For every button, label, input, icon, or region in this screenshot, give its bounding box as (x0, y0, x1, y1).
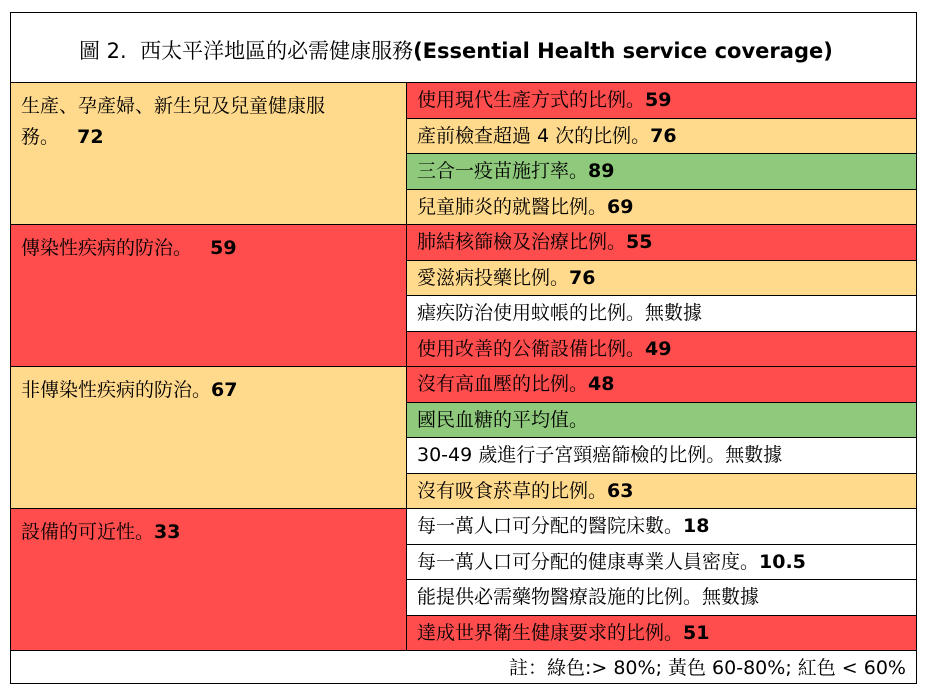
indicator-text: 每一萬人口可分配的醫院床數。 (417, 515, 684, 537)
indicator-text: 三合一疫苗施打率。 (417, 160, 589, 182)
indicator-text: 使用現代生產方式的比例。 (417, 89, 646, 111)
indicator-row (407, 367, 916, 403)
indicator-value: 48 (588, 373, 615, 395)
health-coverage-table (11, 83, 916, 648)
indicator-row (407, 154, 916, 190)
category-row-communicable (11, 225, 916, 367)
title-row (11, 13, 916, 83)
indicator-text: 沒有吸食菸草的比例。 (417, 479, 608, 502)
page-title (79, 35, 833, 65)
indicator-value: 55 (626, 231, 653, 253)
indicator-text: 達成世界衛生健康要求的比例。 (417, 621, 684, 644)
indicator-text: 能提供必需藥物醫療設施的比例。無數據 (417, 586, 760, 608)
indicator-row (407, 616, 916, 652)
title-zh: 西太平洋地區的必需健康服務 (140, 39, 414, 63)
legend-note-row (11, 649, 916, 683)
indicator-row (407, 83, 916, 119)
indicator-text: 肺結核篩檢及治療比例。 (417, 231, 627, 253)
category-label: 生產、孕產婦、新生兒及兒童健康服務。 (21, 95, 326, 148)
indicator-row (407, 580, 916, 616)
indicator-row (407, 403, 916, 439)
category-score: 67 (211, 379, 238, 401)
indicator-row (407, 438, 916, 474)
indicator-row (407, 261, 916, 297)
indicator-value: 63 (607, 479, 634, 502)
indicator-text: 產前檢查超過 4 次的比例。 (417, 124, 651, 147)
indicator-text: 兒童肺炎的就醫比例。 (417, 195, 608, 218)
indicator-list (407, 367, 916, 509)
indicator-text: 瘧疾防治使用蚊帳的比例。無數據 (417, 302, 703, 324)
category-cell (11, 83, 407, 225)
title-prefix: 圖 2. (79, 39, 127, 63)
indicator-value: 69 (607, 195, 634, 218)
indicator-value: 76 (650, 124, 677, 147)
category-label: 設備的可近性。 (21, 521, 155, 543)
indicator-row (407, 119, 916, 155)
indicator-row (407, 545, 916, 581)
indicator-value: 59 (645, 89, 672, 111)
category-row-access (11, 509, 916, 651)
category-label: 非傳染性疾病的防治。 (21, 379, 212, 401)
indicator-row (407, 225, 916, 261)
indicator-list (407, 509, 916, 651)
indicator-row (407, 474, 916, 510)
category-label: 傳染性疾病的防治。 (21, 237, 193, 259)
color-legend-note: 註：綠色:> 80%; 黃色 60-80%; 紅色 < 60% (508, 657, 906, 679)
category-score: 72 (77, 126, 104, 148)
indicator-value: 10.5 (759, 550, 806, 573)
indicator-value: 89 (588, 160, 615, 182)
indicator-text: 沒有高血壓的比例。 (417, 373, 589, 395)
category-cell (11, 509, 407, 651)
indicator-row (407, 509, 916, 545)
indicator-row (407, 332, 916, 368)
indicator-row (407, 190, 916, 226)
category-row-maternal-child (11, 83, 916, 225)
indicator-value: 51 (683, 621, 710, 644)
category-cell (11, 225, 407, 367)
document-frame (10, 12, 917, 684)
indicator-row (407, 296, 916, 332)
indicator-text: 使用改善的公衛設備比例。 (417, 337, 646, 360)
indicator-text: 每一萬人口可分配的健康專業人員密度。 (417, 550, 760, 573)
category-score: 33 (154, 521, 181, 543)
category-score: 59 (210, 237, 237, 259)
indicator-text: 30-49 歲進行子宮頸癌篩檢的比例。無數據 (417, 444, 783, 466)
indicator-list (407, 225, 916, 367)
category-row-noncommunicable (11, 367, 916, 509)
category-cell (11, 367, 407, 509)
title-en: (Essential Health service coverage) (413, 39, 833, 63)
indicator-list (407, 83, 916, 225)
indicator-value: 76 (569, 266, 596, 289)
indicator-value: 18 (683, 515, 710, 537)
indicator-value: 49 (645, 337, 672, 360)
indicator-text: 國民血糖的平均值。 (417, 408, 589, 431)
indicator-text: 愛滋病投藥比例。 (417, 266, 570, 289)
